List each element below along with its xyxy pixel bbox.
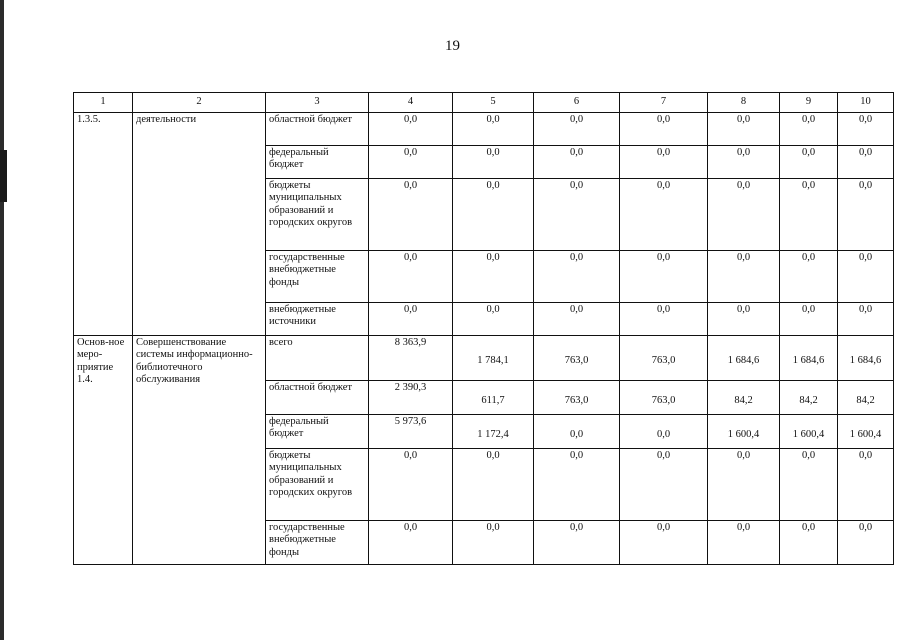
header-cell: 10 [838, 93, 894, 113]
value-cell: 0,0 [838, 251, 894, 303]
value-cell: 0,0 [708, 179, 780, 251]
item-code: 1.3.5. [74, 113, 133, 336]
value-cell: 0,0 [453, 449, 534, 521]
value-cell: 1 172,4 [453, 415, 534, 449]
value-cell: 0,0 [453, 303, 534, 336]
funding-source: бюджеты муниципальных образований и городских округов [266, 179, 369, 251]
value-cell: 0,0 [838, 146, 894, 179]
value-cell: 0,0 [708, 113, 780, 146]
value-cell: 0,0 [369, 303, 453, 336]
value-cell: 0,0 [453, 146, 534, 179]
budget-table [73, 92, 894, 565]
header-cell: 9 [780, 93, 838, 113]
header-cell: 6 [534, 93, 620, 113]
value-cell: 5 973,6 [369, 415, 453, 449]
value-cell: 0,0 [838, 521, 894, 565]
value-cell: 84,2 [708, 381, 780, 415]
value-cell: 0,0 [453, 179, 534, 251]
header-cell: 1 [74, 93, 133, 113]
header-cell: 5 [453, 93, 534, 113]
value-cell: 0,0 [838, 113, 894, 146]
value-cell: 0,0 [620, 303, 708, 336]
value-cell: 0,0 [708, 521, 780, 565]
item-name: Совершенствование системы информационно-библиотечного обслуживания [133, 336, 266, 565]
value-cell: 0,0 [620, 146, 708, 179]
header-cell: 4 [369, 93, 453, 113]
value-cell: 0,0 [780, 449, 838, 521]
value-cell: 0,0 [453, 113, 534, 146]
header-row [74, 93, 894, 113]
funding-source: областной бюджет [266, 113, 369, 146]
funding-source: областной бюджет [266, 381, 369, 415]
value-cell: 0,0 [620, 521, 708, 565]
value-cell: 0,0 [369, 521, 453, 565]
value-cell: 0,0 [534, 113, 620, 146]
value-cell: 0,0 [534, 415, 620, 449]
value-cell: 0,0 [453, 521, 534, 565]
value-cell: 0,0 [780, 113, 838, 146]
value-cell: 0,0 [534, 251, 620, 303]
table-row [74, 336, 894, 381]
value-cell: 0,0 [453, 251, 534, 303]
value-cell: 0,0 [780, 179, 838, 251]
value-cell: 0,0 [620, 251, 708, 303]
value-cell: 84,2 [780, 381, 838, 415]
header-cell: 7 [620, 93, 708, 113]
header-cell: 2 [133, 93, 266, 113]
value-cell: 0,0 [534, 303, 620, 336]
scan-left-edge [0, 0, 4, 640]
item-code: Основ-ное меро-приятие 1.4. [74, 336, 133, 565]
value-cell: 1 684,6 [780, 336, 838, 381]
funding-source: государственные внебюджетные фонды [266, 521, 369, 565]
value-cell: 0,0 [708, 146, 780, 179]
value-cell: 1 784,1 [453, 336, 534, 381]
funding-source: всего [266, 336, 369, 381]
value-cell: 0,0 [838, 303, 894, 336]
value-cell: 0,0 [708, 303, 780, 336]
funding-source: бюджеты муниципальных образований и городских округов [266, 449, 369, 521]
value-cell: 763,0 [620, 381, 708, 415]
item-name: деятельности [133, 113, 266, 336]
value-cell: 0,0 [838, 179, 894, 251]
table-row [74, 113, 894, 146]
funding-source: федеральный бюджет [266, 415, 369, 449]
value-cell: 0,0 [780, 303, 838, 336]
value-cell: 0,0 [780, 146, 838, 179]
value-cell: 0,0 [369, 251, 453, 303]
value-cell: 0,0 [534, 449, 620, 521]
funding-source: внебюджетные источники [266, 303, 369, 336]
value-cell: 1 684,6 [708, 336, 780, 381]
value-cell: 0,0 [708, 449, 780, 521]
value-cell: 1 600,4 [708, 415, 780, 449]
value-cell: 0,0 [534, 521, 620, 565]
value-cell: 0,0 [369, 179, 453, 251]
value-cell: 0,0 [838, 449, 894, 521]
funding-source: федеральный бюджет [266, 146, 369, 179]
value-cell: 8 363,9 [369, 336, 453, 381]
value-cell: 0,0 [369, 146, 453, 179]
value-cell: 0,0 [708, 251, 780, 303]
value-cell: 0,0 [620, 113, 708, 146]
value-cell: 1 600,4 [780, 415, 838, 449]
value-cell: 0,0 [780, 251, 838, 303]
page-number: 19 [445, 38, 460, 54]
value-cell: 0,0 [620, 179, 708, 251]
value-cell: 0,0 [369, 449, 453, 521]
value-cell: 0,0 [534, 146, 620, 179]
header-cell: 3 [266, 93, 369, 113]
value-cell: 763,0 [534, 381, 620, 415]
scan-edge-mark [0, 150, 7, 202]
value-cell: 1 600,4 [838, 415, 894, 449]
value-cell: 0,0 [620, 449, 708, 521]
value-cell: 0,0 [534, 179, 620, 251]
value-cell: 0,0 [620, 415, 708, 449]
funding-source: государственные внебюджетные фонды [266, 251, 369, 303]
value-cell: 763,0 [620, 336, 708, 381]
value-cell: 0,0 [780, 521, 838, 565]
value-cell: 84,2 [838, 381, 894, 415]
header-cell: 8 [708, 93, 780, 113]
value-cell: 763,0 [534, 336, 620, 381]
value-cell: 1 684,6 [838, 336, 894, 381]
value-cell: 2 390,3 [369, 381, 453, 415]
value-cell: 0,0 [369, 113, 453, 146]
value-cell: 611,7 [453, 381, 534, 415]
